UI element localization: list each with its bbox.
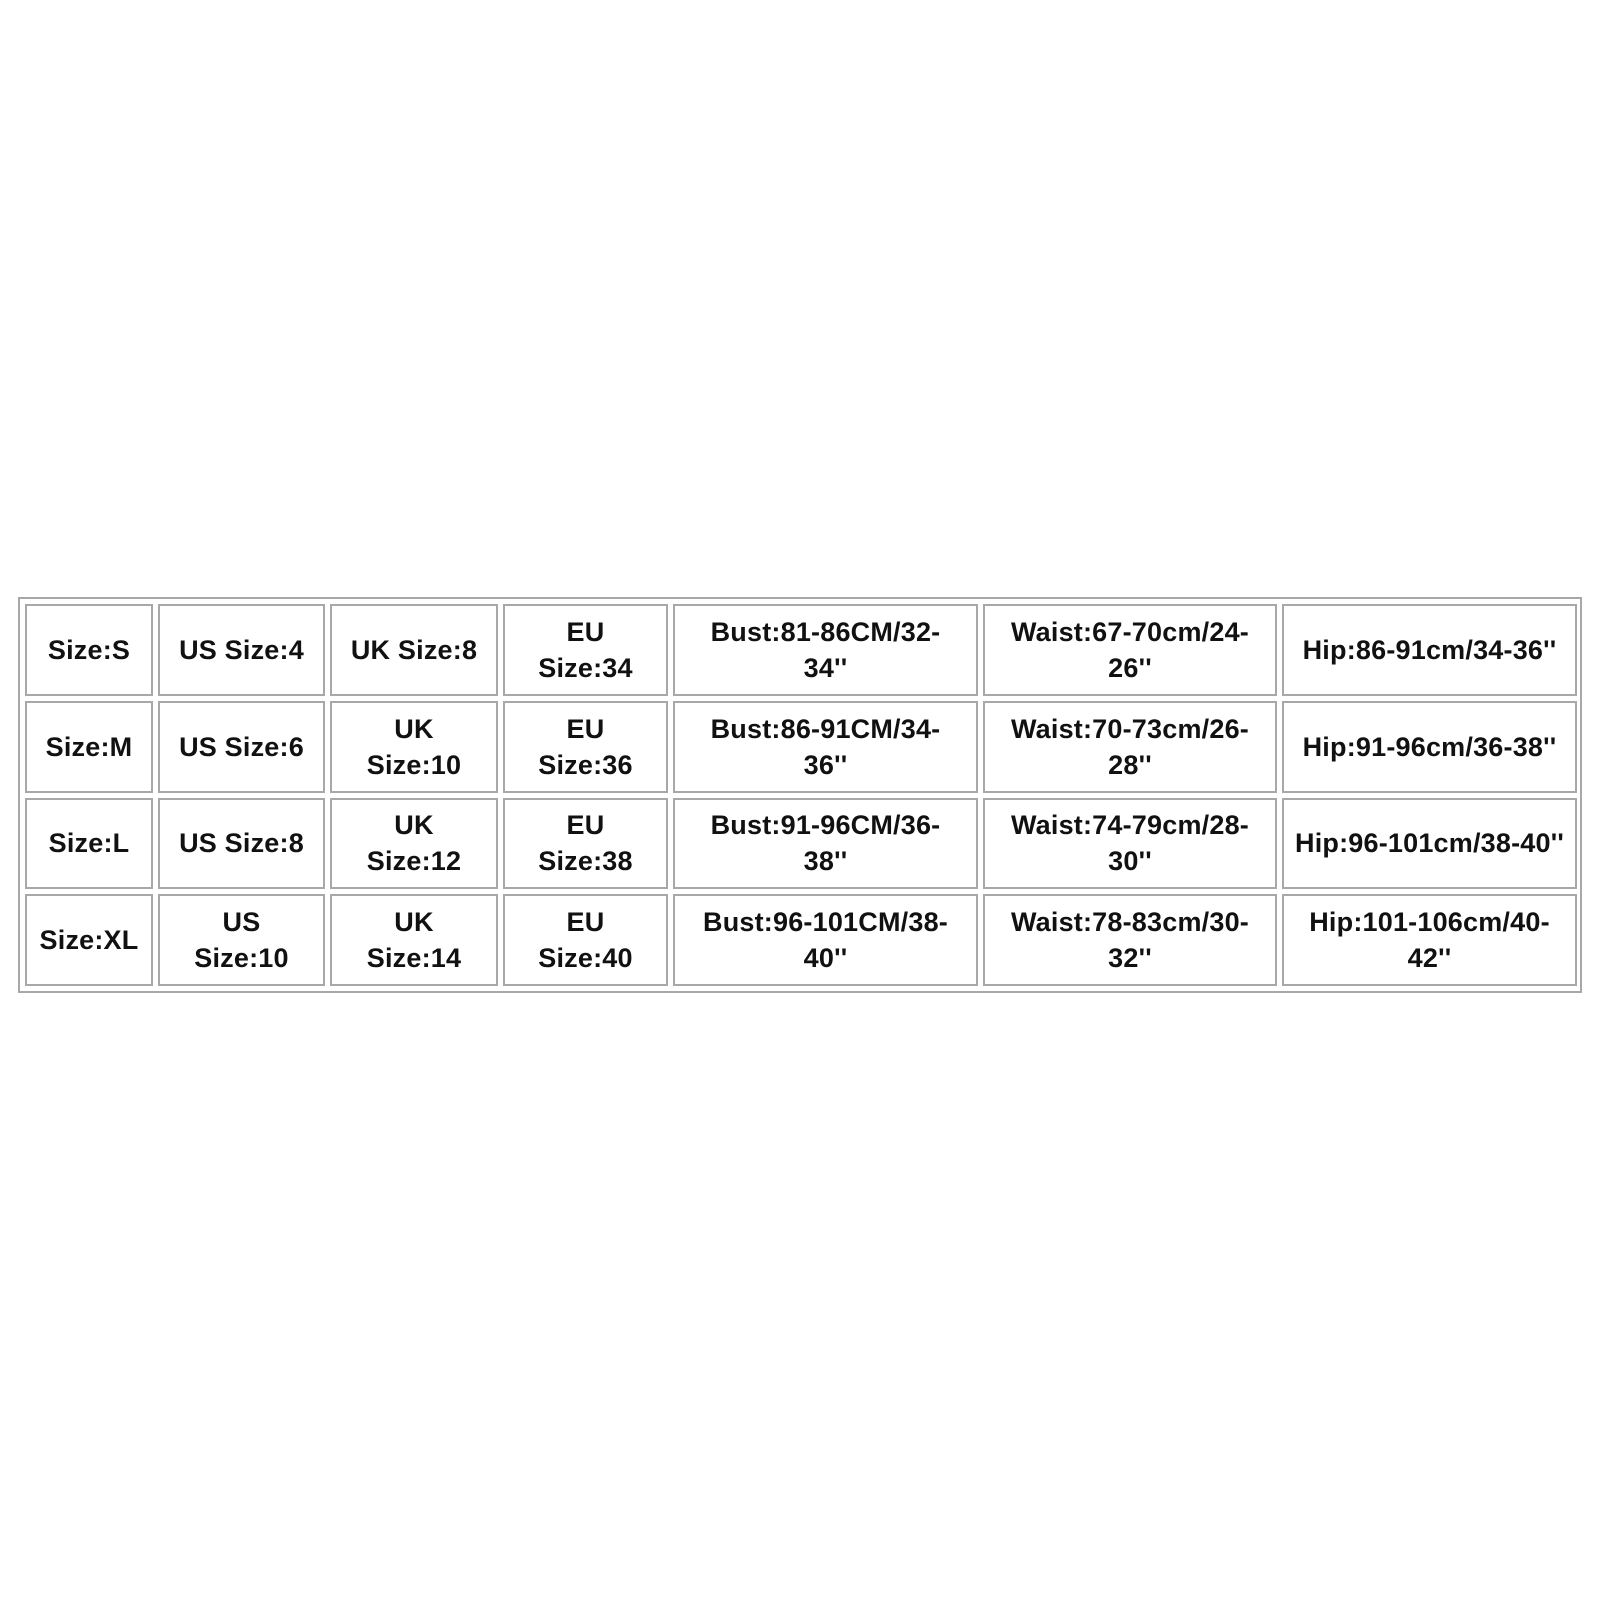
table-row bbox=[25, 798, 1577, 890]
uk-size-cell: UK Size:12 bbox=[330, 798, 498, 890]
bust-cell: Bust:86-91CM/34- 36'' bbox=[673, 701, 978, 793]
uk-size-cell: UK Size:8 bbox=[330, 604, 498, 696]
waist-cell: Waist:78-83cm/30- 32'' bbox=[983, 894, 1277, 986]
size-cell: Size:M bbox=[25, 701, 153, 793]
table-row bbox=[25, 604, 1577, 696]
us-size-cell: US Size:4 bbox=[158, 604, 325, 696]
us-size-cell: US Size:10 bbox=[158, 894, 325, 986]
size-cell: Size:S bbox=[25, 604, 153, 696]
table-row bbox=[25, 701, 1577, 793]
size-chart-table bbox=[20, 599, 1582, 991]
us-size-cell: US Size:8 bbox=[158, 798, 325, 890]
hip-cell: Hip:86-91cm/34-36'' bbox=[1282, 604, 1577, 696]
bust-cell: Bust:81-86CM/32- 34'' bbox=[673, 604, 978, 696]
waist-cell: Waist:70-73cm/26- 28'' bbox=[983, 701, 1277, 793]
eu-size-cell: EU Size:36 bbox=[503, 701, 668, 793]
hip-cell: Hip:91-96cm/36-38'' bbox=[1282, 701, 1577, 793]
eu-size-cell: EU Size:38 bbox=[503, 798, 668, 890]
us-size-cell: US Size:6 bbox=[158, 701, 325, 793]
eu-size-cell: EU Size:34 bbox=[503, 604, 668, 696]
uk-size-cell: UK Size:14 bbox=[330, 894, 498, 986]
size-cell: Size:L bbox=[25, 798, 153, 890]
size-chart bbox=[18, 597, 1582, 993]
hip-cell: Hip:96-101cm/38-40'' bbox=[1282, 798, 1577, 890]
bust-cell: Bust:91-96CM/36- 38'' bbox=[673, 798, 978, 890]
table-row bbox=[25, 894, 1577, 986]
uk-size-cell: UK Size:10 bbox=[330, 701, 498, 793]
hip-cell: Hip:101-106cm/40- 42'' bbox=[1282, 894, 1577, 986]
waist-cell: Waist:67-70cm/24- 26'' bbox=[983, 604, 1277, 696]
bust-cell: Bust:96-101CM/38- 40'' bbox=[673, 894, 978, 986]
waist-cell: Waist:74-79cm/28- 30'' bbox=[983, 798, 1277, 890]
size-cell: Size:XL bbox=[25, 894, 153, 986]
eu-size-cell: EU Size:40 bbox=[503, 894, 668, 986]
